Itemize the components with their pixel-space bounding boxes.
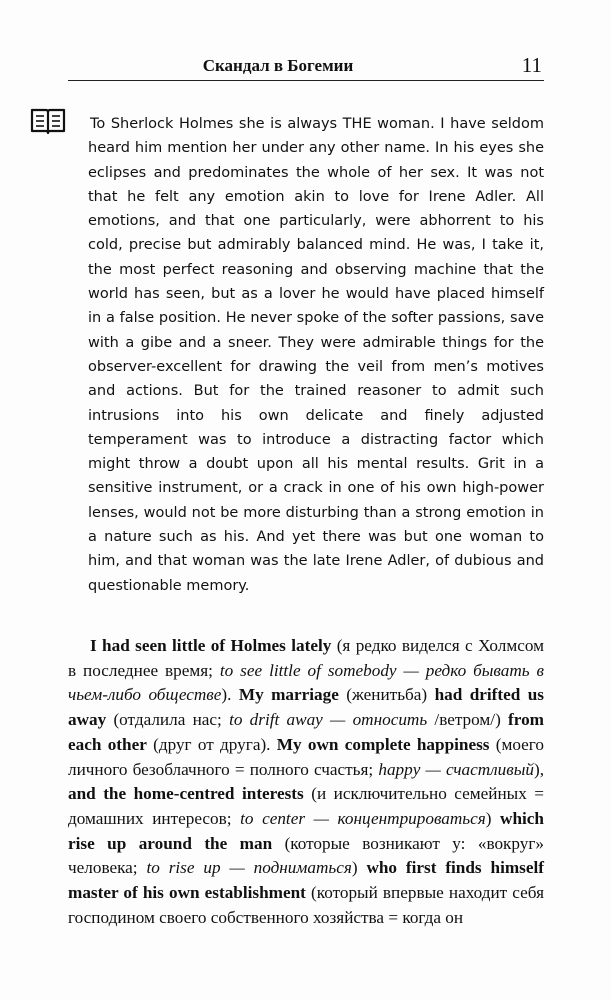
russian-gloss: ). <box>221 685 239 705</box>
russian-gloss: ), <box>533 759 544 779</box>
russian-gloss: (и исключительно семейных = домашних интересов; <box>68 784 544 828</box>
english-phrase: My marriage <box>238 685 339 705</box>
vocabulary-note: to center — концентрироваться <box>240 808 486 828</box>
vocabulary-note: to rise up — подниматься <box>146 858 352 878</box>
russian-gloss: (отдалила нас; <box>106 710 230 730</box>
russian-gloss: (я редко виделся с Холмсом в последнее время; <box>68 636 544 680</box>
running-title: Скандал в Богемии <box>202 56 354 75</box>
russian-gloss: ) <box>485 808 501 828</box>
english-phrase: had drifted us away <box>68 685 544 730</box>
english-phrase: and the home-centred interests <box>68 784 304 804</box>
russian-gloss: /ветром/) <box>427 710 509 730</box>
russian-gloss: (женитьба) <box>338 685 435 705</box>
annotated-translation-paragraph <box>68 634 544 930</box>
russian-gloss: (которые возникают у: «вокруг» человека; <box>68 833 544 878</box>
english-phrase: I had seen little of Holmes lately <box>90 636 332 655</box>
page-number: 11 <box>521 53 542 77</box>
english-phrase: who first finds himself master of his own establishment <box>68 858 544 903</box>
russian-gloss: (который впервые находит себя господином своего собственного хозяйства = когда он <box>68 883 544 927</box>
vocabulary-note: to see little of somebody — редко бывать в чьем-либо обществе <box>68 660 544 705</box>
open-book-icon <box>30 106 66 134</box>
russian-gloss: (друг от друга). <box>146 734 277 754</box>
english-phrase: which rise up around the man <box>68 808 544 853</box>
russian-gloss: (моего личного безоблачного = полного счастья; <box>68 734 545 779</box>
vocabulary-note: to drift away — относить <box>229 710 428 730</box>
english-phrase: My own complete happiness <box>276 734 490 754</box>
running-header <box>68 50 544 81</box>
english-paragraph-text: To Sherlock Holmes she is always THE woman. I have seldom heard him mention her under any other name. In his eyes she eclipses and predominates the whole of her sex. It was not that he felt any emotion akin to love for Irene Adler. All emotions, and that one particularly, were abhorrent to his cold, precise but admirably balanced mind. He was, I take it, the most perfect reasoning and observing machine that the world has seen, but as a lover he would have placed himself in a false position. He never spoke of the softer passions, save with a gibe and a sneer. They were admirable things for the observer-excellent for drawing the veil from men’s motives and actions. But for the trained reasoner to admit such intrusions into his own delicate and finely adjusted temperament was to introduce a distracting factor which might throw a doubt upon all his mental results. Grit in a sensitive instrument, or a crack in one of his own high-power lenses, would not be more disturbing than a strong emotion in a nature such as his. And yet there was but one woman to him, and that woman was the late Irene Adler, of dubious and questionable memory. <box>88 116 544 594</box>
russian-gloss: ) <box>351 858 367 878</box>
english-phrase: from each other <box>68 710 544 754</box>
vocabulary-note: happy — счастливый <box>378 759 534 779</box>
english-original-paragraph <box>88 112 544 598</box>
